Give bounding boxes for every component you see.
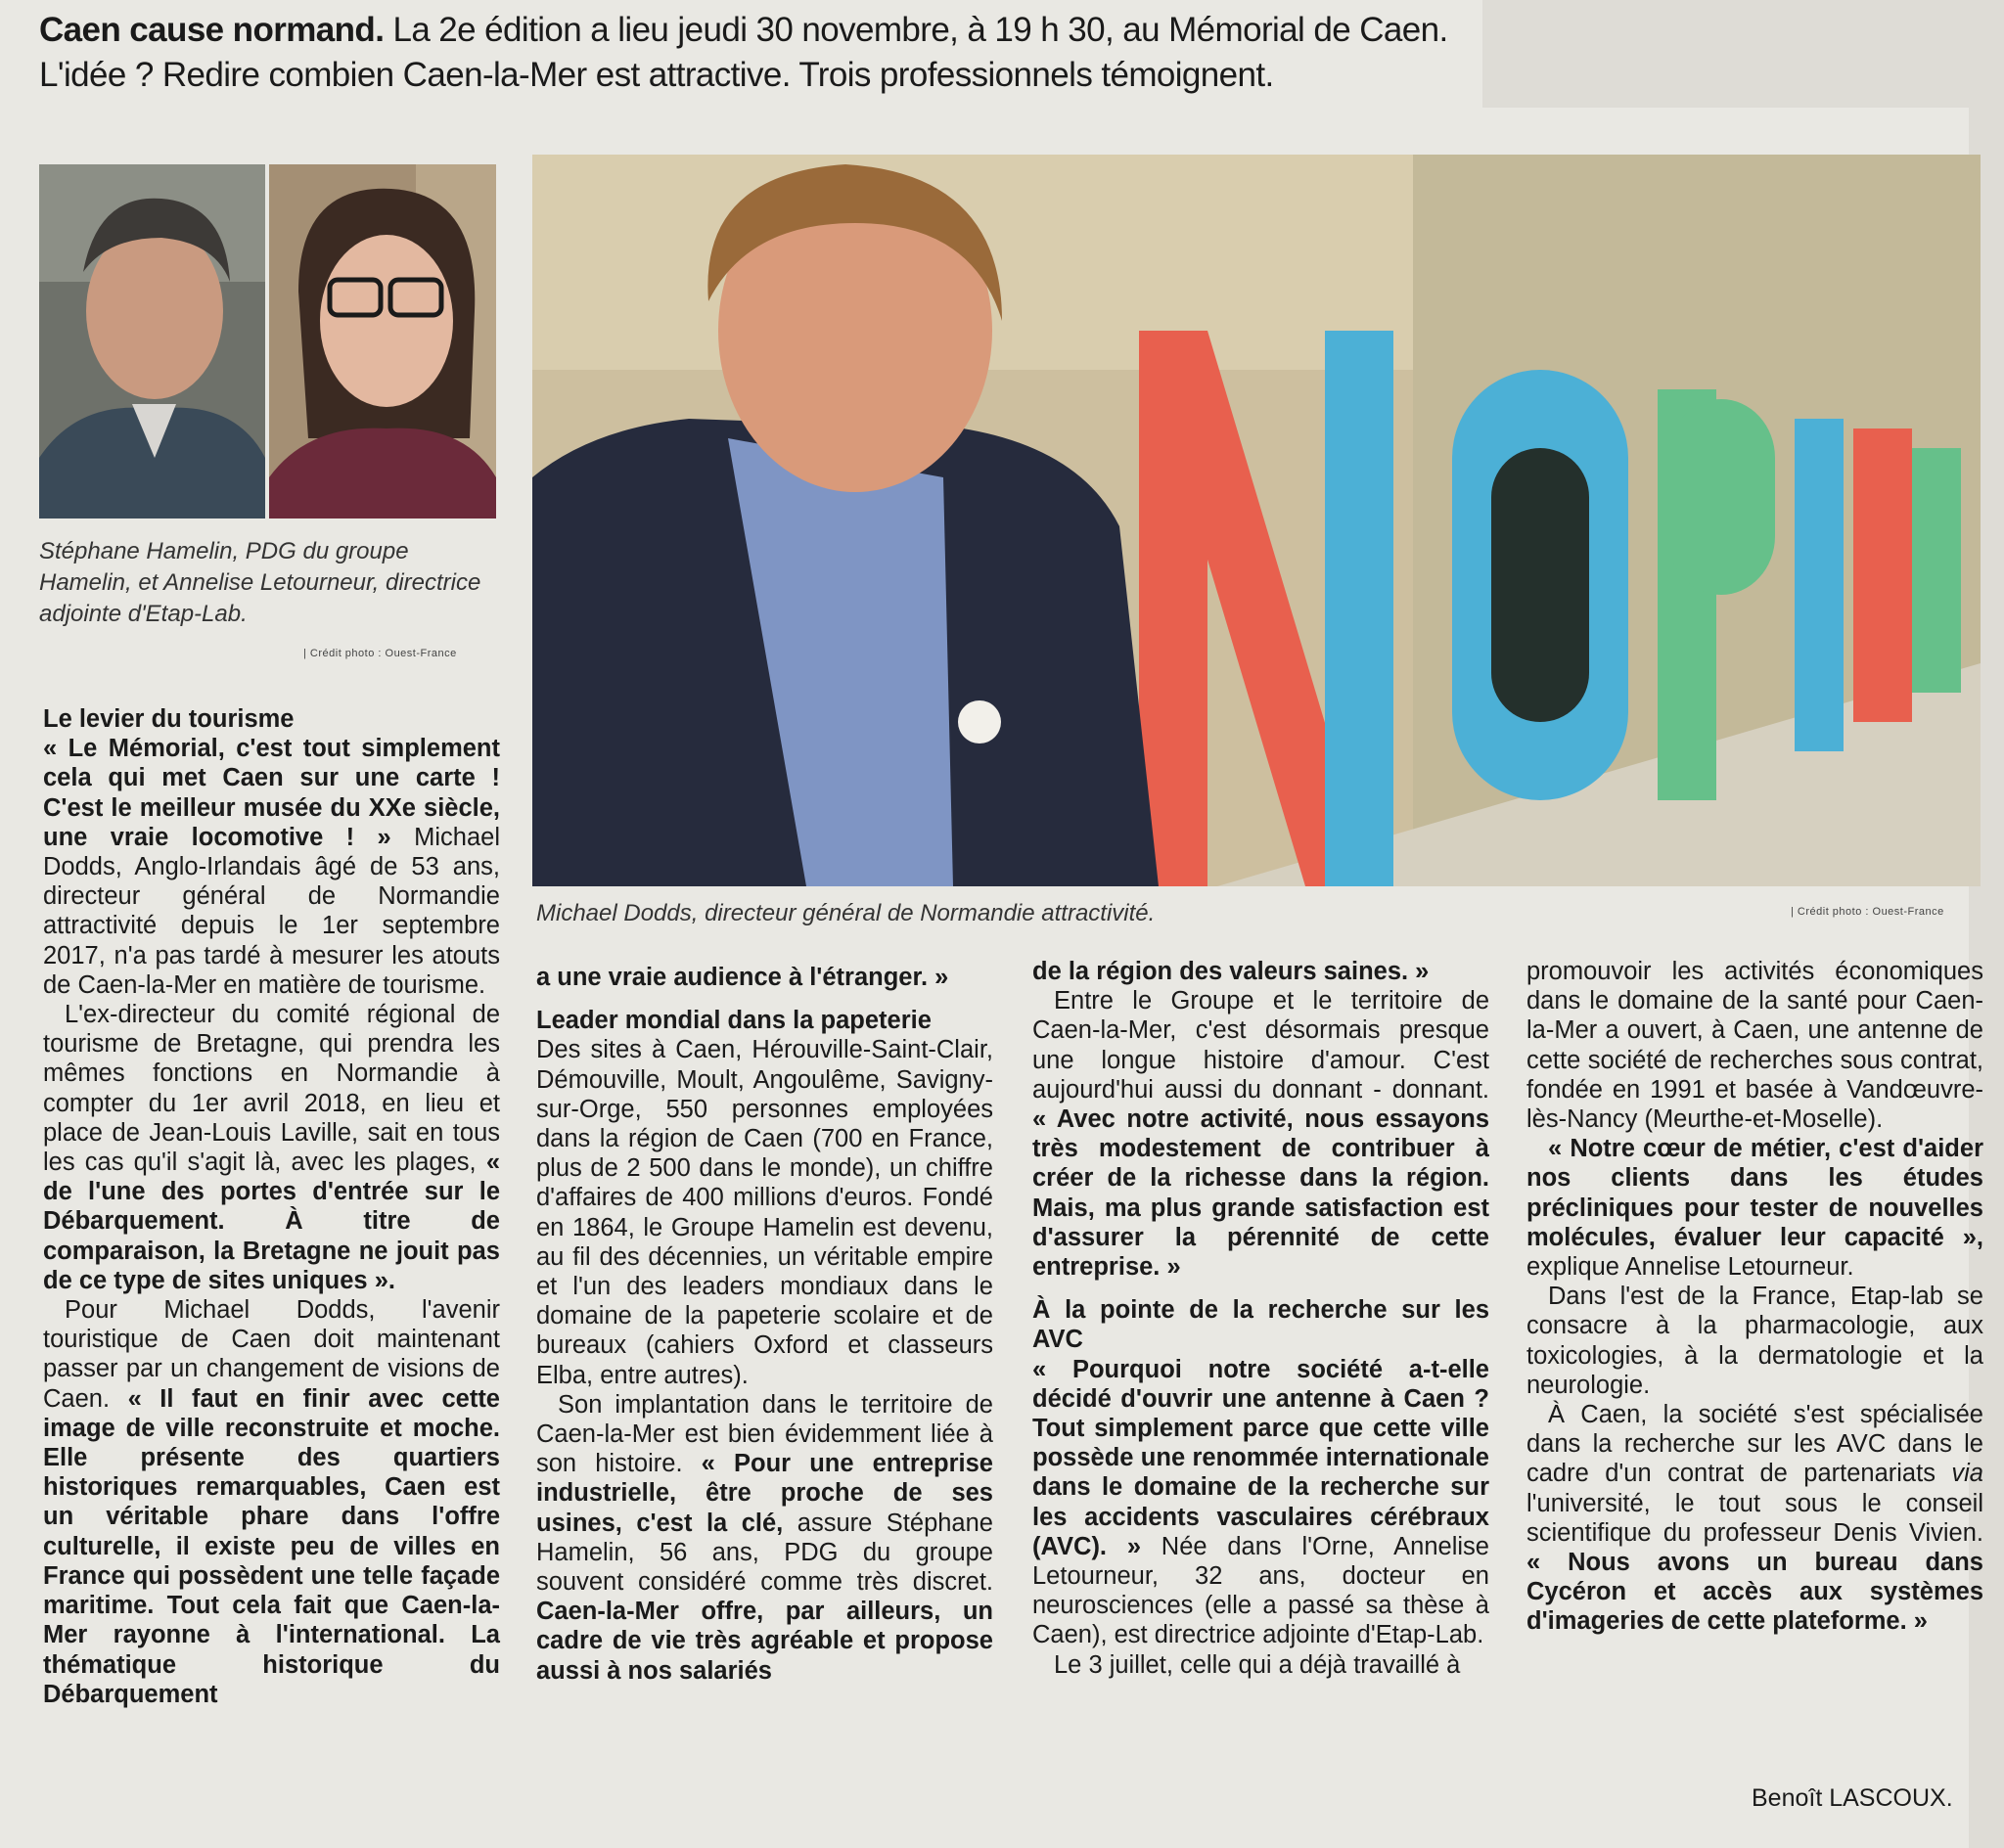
para-letourneur-bio: Née dans l'Orne, Annelise Letourneur, 32 ans, docteur en neurosciences (elle a passé sa thèse à Caen), est directrice adjointe d'Etap-Lab.	[1032, 1532, 1489, 1649]
subhead-tourisme: Le levier du tourisme	[43, 705, 295, 733]
quote-cyceron: « Nous avons un bureau dans Cycéron et accès aux systèmes d'imageries de cette plateforme. »	[1526, 1549, 1983, 1636]
article-column-3	[1032, 957, 1489, 1680]
adjacent-article-strip	[1482, 0, 2004, 108]
article-column-1	[43, 704, 500, 1709]
article-column-2	[536, 963, 993, 1686]
para-explique: explique Annelise Letourneur.	[1526, 1253, 1854, 1282]
intro-block	[39, 8, 1507, 98]
intro-lead: Caen cause normand.	[39, 11, 385, 49]
quote-richesse: « Avec notre activité, nous essayons très modestement de contribuer à créer de la richesse dans la région. Mais, ma plus grande satisfaction est d'assurer la pérennité de cette entreprise. »	[1032, 1105, 1489, 1282]
para-hamelin-sites: Des sites à Caen, Hérouville-Saint-Clair, Démouville, Moult, Angoulême, Savigny-sur-Orge, 550 personnes employées dans la région de Caen (700 en France, plus de 2 500 dans le monde), un chiffre d'affaires de 400 millions d'euros. Fondé en 1864, le Groupe Hamelin est devenu, au fil des décennies, un véritable empire et l'un des leaders mondiaux dans le domaine de la papeterie scolaire et de bureaux (cahiers Oxford et classeurs Elba, entre autres).	[536, 1036, 993, 1389]
credit-portraits: | Crédit photo : Ouest-France	[303, 648, 457, 659]
para-est-france: Dans l'est de la France, Etap-lab se consacre à la pharmacologie, aux toxicologies, à la dermatologie et la neurologie.	[1526, 1283, 1983, 1399]
photo-annelise-letourneur	[269, 164, 496, 518]
quote-image-ville: « Il faut en finir avec cette image de ville reconstruite et moche. Elle présente des quartiers historiques remarquables, Caen est un véritable phare dans l'offre culturelle, il existe peu de villes en France qui possèdent une telle façade maritime. Tout cela fait que Caen-la-Mer rayonne à l'international. La thématique historique du Débarquement	[43, 1384, 500, 1708]
photo-stephane-hamelin	[39, 164, 265, 518]
author-signature: Benoît LASCOUX.	[1752, 1784, 1953, 1812]
quote-cadre-de-vie: Caen-la-Mer offre, par ailleurs, un cadre de vie très agréable et propose aussi à nos salariés	[536, 1598, 993, 1685]
caption-main: Michael Dodds, directeur général de Normandie attractivité.	[536, 900, 1156, 926]
quote-antenne-caen: « Pourquoi notre société a-t-elle décidé d'ouvrir une antenne à Caen ? Tout simplement parce que cette ville possède une renommée internationale dans le domaine de la recherche sur les accidents vasculaires cérébraux (AVC). »	[1032, 1355, 1489, 1560]
caption-portraits: Stéphane Hamelin, PDG du groupe Hamelin, et Annelise Letourneur, directrice adjointe d'Etap-Lab.	[39, 538, 481, 627]
para-hamelin-age: assure Stéphane Hamelin, 56 ans, PDG du groupe souvent considéré comme très discret.	[536, 1509, 993, 1597]
para-universite: l'université, le tout sous le conseil scientifique du professeur Denis Vivien.	[1526, 1489, 1983, 1547]
quote-usines: « Pour une entreprise industrielle, être proche de ses usines, c'est la clé,	[536, 1450, 993, 1537]
para-implantation: Son implantation dans le territoire de Caen-la-Mer est bien évidemment liée à son histoire.	[536, 1390, 993, 1478]
photo-michael-dodds	[532, 155, 1981, 886]
word-via: via	[1951, 1460, 1983, 1488]
intro-line1: La 2e édition a lieu jeudi 30 novembre, à 19 h 30, au Mémorial de Caen.	[384, 11, 1448, 49]
para-antenne: promouvoir les activités économiques dans le domaine de la santé pour Caen-la-Mer a ouvert, à Caen, une antenne de cette société de recherches sous contrat, fondée en 1991 et basée à Vandœuvre-lès-Nancy (Meurthe-et-Moselle).	[1526, 958, 1983, 1134]
subhead-recherche-avc: À la pointe de la recherche sur les AVC	[1032, 1296, 1489, 1354]
article-column-4	[1526, 957, 1983, 1637]
credit-main: | Crédit photo : Ouest-France	[1791, 906, 1944, 918]
intro-line2: L'idée ? Redire combien Caen-la-Mer est attractive. Trois professionnels témoignent.	[39, 56, 1274, 94]
quote-audience: a une vraie audience à l'étranger. »	[536, 964, 949, 991]
para-dodds-intro: Michael Dodds, Anglo-Irlandais âgé de 53 ans, directeur général de Normandie attractivité depuis le 1er septembre 2017, n'a pas tardé à mesurer les atouts de Caen-la-Mer en matière de tourisme.	[43, 823, 501, 999]
quote-valeurs: de la région des valeurs saines. »	[1032, 958, 1430, 985]
quote-memorial: « Le Mémorial, c'est tout simplement cela qui met Caen sur une carte ! C'est le meilleur musée du XXe siècle, une vraie locomotive ! »	[43, 735, 500, 851]
subhead-papeterie: Leader mondial dans la papeterie	[536, 1007, 932, 1035]
para-ex-directeur: L'ex-directeur du comité régional de tourisme de Bretagne, qui prendra les mêmes fonctions en Normandie à compter du 1er avril 2018, en lieu et place de Jean-Louis Laville, sait en tous les cas qu'il s'agit là, avec les plages,	[43, 1001, 500, 1177]
quote-coeur-metier: « Notre cœur de métier, c'est d'aider nos clients dans les études précliniques pour tester de nouvelles molécules, évaluer leur capacité »,	[1526, 1135, 1983, 1251]
para-histoire-amour: Entre le Groupe et le territoire de Caen-la-Mer, c'est désormais presque une longue histoire d'amour. C'est aujourd'hui aussi du donnant - donnant.	[1032, 987, 1489, 1104]
quote-debarquement: « de l'une des portes d'entrée sur le Débarquement. À titre de comparaison, la Bretagne ne jouit pas de ce type de sites uniques ».	[43, 1149, 500, 1294]
para-avenir: Pour Michael Dodds, l'avenir touristique de Caen doit maintenant passer par un changement de visions de Caen.	[43, 1296, 500, 1413]
para-3-juillet: Le 3 juillet, celle qui a déjà travaillé à	[1054, 1650, 1461, 1679]
para-specialisee: À Caen, la société s'est spécialisée dans la recherche sur les AVC dans le cadre d'un contrat de partenariats	[1526, 1401, 1983, 1488]
